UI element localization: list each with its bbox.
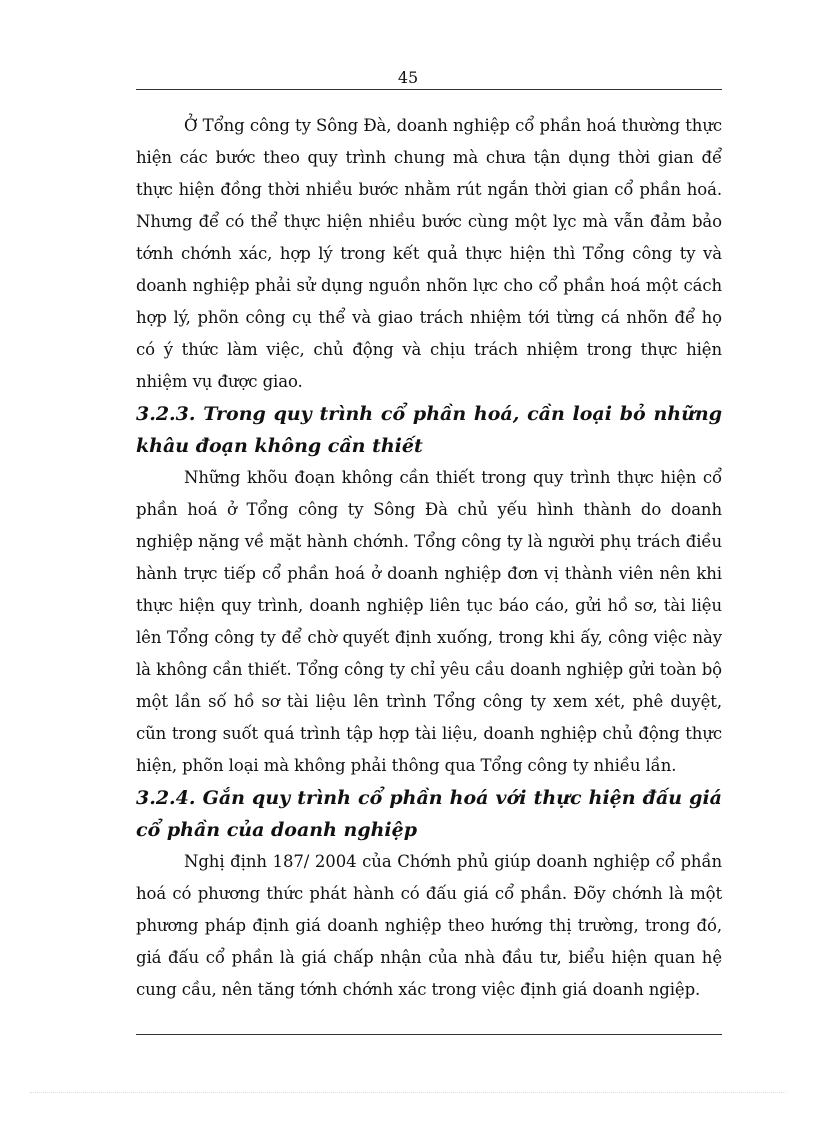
page-bottom-dotted-line	[30, 1092, 786, 1093]
page-number: 45	[397, 68, 419, 87]
page-body	[136, 110, 722, 1006]
intro-paragraph: Ở Tổng công ty Sông Đà, doanh nghiệp cổ phần hoá thường thực hiện các bước theo quy trình chung mà chưa tận dụng thời gian để thực hiện đồng thời nhiều bước nhằm rút ngắn thời gian cổ phần hoá. Nhưng để có thể thực hiện nhiều bước cùng một lỵc mà vẫn đảm bảo tớnh chớnh xác, hợp lý trong kết quả thực hiện thì Tổng công ty và doanh nghiệp phải sử dụng nguồn nhõn lực cho cổ phần hoá một cách hợp lý, phõn công cụ thể và giao trách nhiệm tới từng cá nhõn để họ có ý thức làm việc, chủ động và chịu trách nhiệm trong thực hiện nhiệm vụ được giao.	[136, 116, 722, 391]
footer-rule	[136, 1034, 722, 1035]
header-rule	[136, 89, 722, 90]
section-paragraph-3-2-3: Những khõu đoạn không cần thiết trong quy trình thực hiện cổ phần hoá ở Tổng công ty Sông Đà chủ yếu hình thành do doanh nghiệp nặng về mặt hành chớnh. Tổng công ty là người phụ trách điều hành trực tiếp cổ phần hoá ở doanh nghiệp đơn vị thành viên nên khi thực hiện quy trình, doanh nghiệp liên tục báo cáo, gửi hồ sơ, tài liệu lên Tổng công ty để chờ quyết định xuống, trong khi ấy, công việc này là không cần thiết. Tổng công ty chỉ yêu cầu doanh nghiệp gửi toàn bộ một lần số hồ sơ tài liệu lên trình Tổng công ty xem xét, phê duyệt, cũn trong suốt quá trình tập hợp tài liệu, doanh nghiệp chủ động thực hiện, phõn loại mà không phải thông qua Tổng công ty nhiều lần.	[136, 468, 722, 775]
section-heading-3-2-3: 3.2.3. Trong quy trình cổ phần hoá, cần loại bỏ những khâu đoạn không cần thiết	[136, 403, 722, 457]
section-paragraph-3-2-4: Nghị định 187/ 2004 của Chớnh phủ giúp doanh nghiệp cổ phần hoá có phương thức phát hành có đấu giá cổ phần. Đõy chớnh là một phương pháp định giá doanh nghiệp theo hướng thị trường, trong đó, giá đấu cổ phần là giá chấp nhận của nhà đầu tư, biểu hiện quan hệ cung cầu, nên tăng tớnh chớnh xác trong việc định giá doanh ngiệp.	[136, 852, 722, 999]
section-heading-3-2-4: 3.2.4. Gắn quy trình cổ phần hoá với thực hiện đấu giá cổ phần của doanh nghiệp	[136, 787, 722, 841]
